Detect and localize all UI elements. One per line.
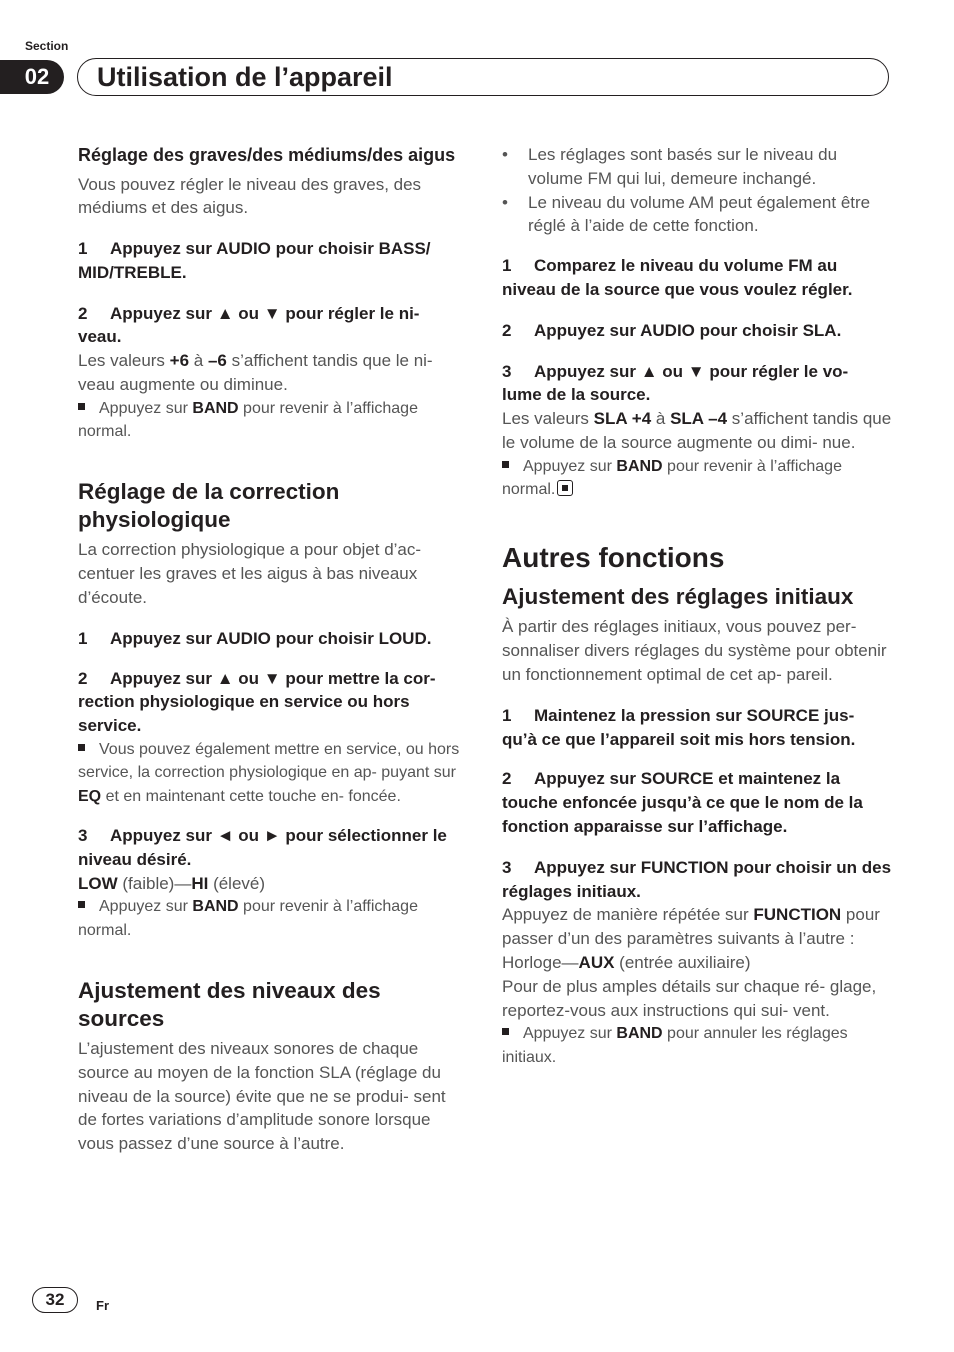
text: Les valeurs (502, 409, 594, 429)
step-text: Appuyez sur ▲ ou ▼ pour régler le ni- veau. (78, 303, 420, 347)
language-code: Fr (96, 1298, 109, 1313)
paragraph (502, 407, 892, 455)
step-number: 1 (502, 705, 512, 725)
value-min: SLA –4 (670, 409, 728, 429)
left-column (78, 143, 466, 1156)
step-text: Appuyez sur FUNCTION pour choisir un des réglages initiaux. (502, 857, 892, 901)
step-text: Appuyez sur ◄ ou ► pour sélectionner le niveau désiré. (78, 825, 447, 869)
step-number: 1 (78, 628, 88, 648)
chapter-heading: Autres fonctions (502, 542, 725, 574)
page-title: Utilisation de l’appareil (97, 62, 393, 92)
note (78, 895, 466, 942)
step (78, 824, 466, 872)
section-number-badge: 02 (0, 60, 64, 94)
key-name: BAND (616, 457, 663, 475)
section-heading-initial-settings: Ajustement des réglages initiaux (502, 584, 854, 610)
paragraph: L’ajustement des niveaux sonores de chaque source au moyen de la fonction SLA (réglage du niveau de la source) évite que ne se produi- sent de fortes variations d’amplitude sonore lorsque vous passez d’une source à l’autre. (78, 1038, 446, 1154)
key-name: EQ (78, 787, 102, 805)
text: pour revenir à l’affichage normal. (502, 457, 842, 499)
key-name: BAND (192, 898, 239, 916)
text: à (651, 409, 671, 429)
text: à (189, 351, 208, 371)
text: Appuyez sur (523, 457, 617, 475)
note-square-icon (502, 461, 509, 468)
step-number: 2 (502, 769, 512, 789)
text: s’affichent tandis que le volume de la source augmente ou dimi- nue. (502, 409, 892, 452)
level-low: LOW (78, 873, 118, 893)
step-text: Appuyez sur AUDIO pour choisir BASS/ MID/TREBLE. (78, 239, 431, 282)
text: Horloge— (502, 952, 579, 972)
note-square-icon (78, 901, 85, 908)
level-high: HI (191, 873, 209, 893)
section-heading-tone: Réglage des graves/des médiums/des aigus (78, 145, 456, 165)
step-text: Comparez le niveau du volume FM au niveau de la source que vous voulez régler. (502, 256, 853, 299)
end-of-section-icon (557, 480, 573, 496)
paragraph (502, 951, 892, 975)
text: Appuyez sur (523, 1025, 617, 1043)
value-max: +6 (169, 351, 190, 371)
text: pour revenir à l’affichage normal. (78, 399, 418, 441)
step-text: Maintenez la pression sur SOURCE jus- qu’à ce que l’appareil soit mis hors tension. (502, 705, 856, 749)
step-text: Appuyez sur AUDIO pour choisir SLA. (534, 320, 842, 340)
text: pour annuler les réglages initiaux. (502, 1025, 848, 1066)
note (78, 397, 466, 444)
note-square-icon (502, 1028, 509, 1035)
step (502, 254, 892, 302)
text: Les valeurs (78, 351, 170, 371)
text: et en maintenant cette touche en- foncée. (101, 787, 401, 805)
value-min: –6 (207, 351, 227, 371)
paragraph: À partir des réglages initiaux, vous pouvez per- sonnaliser divers réglages du système pour obtenir un fonctionnement optimal de cet ap- pareil. (502, 617, 887, 684)
section-heading-source-levels: Ajustement des niveaux des sources (78, 977, 381, 1031)
text: (faible)— (117, 873, 192, 893)
note-square-icon (78, 403, 85, 410)
bullet-item: • Le niveau du volume AM peut également être réglé à l’aide de cette fonction. (502, 191, 892, 239)
note (502, 455, 892, 502)
step-number: 1 (502, 256, 512, 276)
bullet-item: • Les réglages sont basés sur le niveau du volume FM qui lui, demeure inchangé. (502, 143, 892, 191)
text: (élevé) (208, 873, 266, 893)
text: Vous pouvez également mettre en service, ou hors service, la correction physiologique en ap- puyant sur (78, 741, 460, 782)
paragraph (502, 903, 892, 951)
key-name: BAND (616, 1025, 663, 1043)
value-max: SLA +4 (593, 409, 652, 429)
paragraph: Pour de plus amples détails sur chaque ré- glage, reportez-vous aux instructions qui sui- vent. (502, 976, 877, 1020)
step (502, 319, 892, 343)
step-number: 1 (78, 239, 88, 259)
section-label: Section (25, 39, 69, 53)
text: pour passer d’un des paramètres suivants à l’autre : (502, 905, 880, 949)
step (502, 704, 892, 752)
text: Appuyez de manière répétée sur (502, 905, 754, 925)
text: (entrée auxiliaire) (614, 952, 751, 972)
page-number: 32 (32, 1287, 78, 1313)
note-square-icon (78, 744, 85, 751)
step (78, 237, 466, 285)
step-number: 2 (78, 303, 88, 323)
step-number: 3 (502, 361, 512, 381)
step-number: 3 (502, 857, 512, 877)
paragraph: Vous pouvez régler le niveau des graves, des médiums et des aigus. (78, 174, 422, 218)
step (502, 767, 892, 838)
step-text: Appuyez sur AUDIO pour choisir LOUD. (110, 628, 432, 648)
step-text: Appuyez sur ▲ ou ▼ pour mettre la cor- rection physiologique en service ou hors service. (78, 668, 436, 736)
note (78, 738, 466, 808)
section-heading-loudness: Réglage de la correction physiologique (78, 479, 340, 533)
step (78, 627, 466, 651)
text: pour revenir à l’affichage normal. (78, 898, 418, 939)
paragraph (78, 872, 466, 896)
step-number: 2 (78, 668, 88, 688)
step (502, 856, 892, 904)
step (502, 360, 892, 408)
step-text: Appuyez sur ▲ ou ▼ pour régler le vo- lume de la source. (502, 361, 849, 405)
note (502, 1022, 892, 1069)
key-name: BAND (192, 399, 239, 417)
step (78, 667, 466, 738)
step (78, 302, 466, 350)
right-column (502, 143, 892, 1069)
setting-name: AUX (578, 952, 615, 972)
text: s’affichent tandis que le ni- veau augmente ou diminue. (78, 351, 433, 395)
step-text: Appuyez sur SOURCE et maintenez la touche enfoncée jusqu’à ce que le nom de la fonction apparaisse sur l’affichage. (502, 769, 863, 836)
key-name: FUNCTION (753, 905, 842, 925)
paragraph (78, 349, 466, 397)
paragraph: La correction physiologique a pour objet d’ac- centuer les graves et les aigus à bas niveaux d’écoute. (78, 540, 422, 608)
text: Appuyez sur (99, 898, 193, 916)
step-number: 3 (78, 825, 88, 845)
text: Appuyez sur (99, 399, 193, 417)
step-number: 2 (502, 320, 512, 340)
